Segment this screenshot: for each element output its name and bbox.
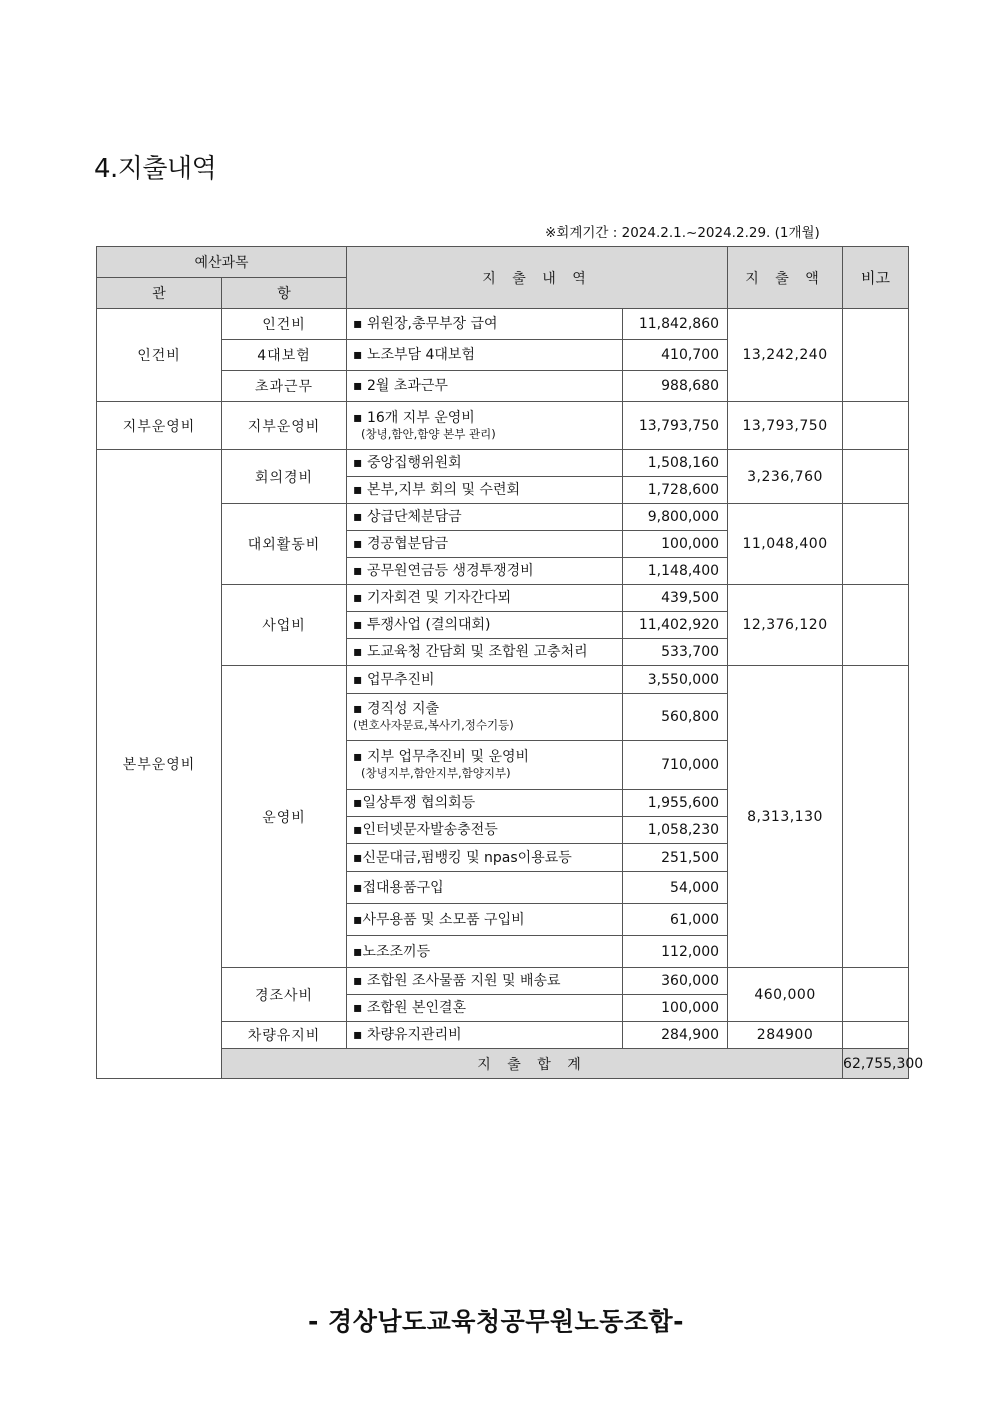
remarks-cell <box>843 968 909 1022</box>
page-title: 4.지출내역 <box>94 154 217 184</box>
amount-cell: 710,000 <box>623 741 728 790</box>
detail-cell: ▪ 2월 초과근무 <box>347 371 623 402</box>
hang-cell: 회의경비 <box>222 450 347 504</box>
hang-cell: 사업비 <box>222 585 347 666</box>
remarks-cell <box>843 1022 909 1049</box>
header-hang: 항 <box>222 278 347 309</box>
detail-cell: ▪ 업무추진비 <box>347 666 623 694</box>
remarks-cell <box>843 666 909 968</box>
accounting-period: ※회계기간 : 2024.2.1.~2024.2.29. (1개월) <box>545 225 820 241</box>
amount-cell: 11,402,920 <box>623 612 728 639</box>
amount-cell: 3,550,000 <box>623 666 728 694</box>
amount-cell: 1,508,160 <box>623 450 728 477</box>
amount-cell: 11,842,860 <box>623 309 728 340</box>
gwan-hq: 본부운영비 <box>97 450 222 1079</box>
amount-cell: 533,700 <box>623 639 728 666</box>
amount-cell: 360,000 <box>623 968 728 995</box>
gwan-personnel: 인건비 <box>97 309 222 402</box>
amount-cell: 1,728,600 <box>623 477 728 504</box>
detail-cell: ▪사무용품 및 소모품 구입비 <box>347 904 623 936</box>
detail-cell: ▪접대용품구입 <box>347 872 623 904</box>
hang-cell: 운영비 <box>222 666 347 968</box>
amount-cell: 1,058,230 <box>623 817 728 844</box>
amount-cell: 61,000 <box>623 904 728 936</box>
detail-cell: ▪인터넷문자발송충전등 <box>347 817 623 844</box>
header-budget-subject: 예산과목 <box>97 247 347 278</box>
detail-cell: ▪ 기자회견 및 기자간다뫼 <box>347 585 623 612</box>
sum-value: 62,755,300 <box>843 1049 909 1079</box>
hang-cell: 인건비 <box>222 309 347 340</box>
detail-cell: ▪ 중앙집행위원회 <box>347 450 623 477</box>
hang-cell: 경조사비 <box>222 968 347 1022</box>
remarks-cell <box>843 585 909 666</box>
remarks-cell <box>843 309 909 402</box>
gwan-branch: 지부운영비 <box>97 402 222 450</box>
table-row <box>97 450 909 477</box>
amount-cell: 54,000 <box>623 872 728 904</box>
amount-cell: 13,793,750 <box>623 402 728 450</box>
amount-cell: 112,000 <box>623 936 728 968</box>
total-cell: 12,376,120 <box>728 585 843 666</box>
header-gwan: 관 <box>97 278 222 309</box>
amount-cell: 9,800,000 <box>623 504 728 531</box>
hang-cell: 초과근무 <box>222 371 347 402</box>
amount-cell: 410,700 <box>623 340 728 371</box>
detail-main: ▪ 지부 업무추진비 및 운영비 <box>353 749 530 765</box>
detail-cell <box>347 694 623 741</box>
total-cell: 13,242,240 <box>728 309 843 402</box>
detail-main: ▪ 16개 지부 운영비 <box>353 409 475 426</box>
amount-cell: 439,500 <box>623 585 728 612</box>
amount-cell: 988,680 <box>623 371 728 402</box>
table-row <box>97 402 909 450</box>
detail-cell: ▪ 위원장,총무부장 급여 <box>347 309 623 340</box>
detail-cell <box>347 402 623 450</box>
remarks-cell <box>843 450 909 504</box>
header-amount: 지 출 액 <box>728 247 843 309</box>
detail-cell: ▪ 본부,지부 회의 및 수련회 <box>347 477 623 504</box>
amount-cell: 284,900 <box>623 1022 728 1049</box>
detail-cell: ▪ 조합원 본인결혼 <box>347 995 623 1022</box>
detail-cell: ▪ 경공협분담금 <box>347 531 623 558</box>
hang-cell: 차량유지비 <box>222 1022 347 1049</box>
detail-cell: ▪ 도교육청 간담회 및 조합원 고충처리 <box>347 639 623 666</box>
amount-cell: 1,148,400 <box>623 558 728 585</box>
amount-cell: 251,500 <box>623 844 728 872</box>
total-cell: 8,313,130 <box>728 666 843 968</box>
detail-cell: ▪노조조끼등 <box>347 936 623 968</box>
hang-cell: 4대보험 <box>222 340 347 371</box>
total-cell: 13,793,750 <box>728 402 843 450</box>
organization-footer: - 경상남도교육청공무원노동조합- <box>307 1307 685 1336</box>
remarks-cell <box>843 402 909 450</box>
total-cell: 460,000 <box>728 968 843 1022</box>
detail-cell: ▪신문대금,펌뱅킹 및 npas이용료등 <box>347 844 623 872</box>
total-cell: 284900 <box>728 1022 843 1049</box>
total-cell: 3,236,760 <box>728 450 843 504</box>
detail-sub: (창녕지부,함안지부,함양지부) <box>361 766 511 780</box>
detail-sub: (창녕,함안,함양 본부 관리) <box>361 426 496 441</box>
table-row <box>97 309 909 340</box>
header-details: 지 출 내 역 <box>347 247 728 309</box>
detail-cell: ▪일상투쟁 협의회등 <box>347 790 623 817</box>
hang-cell: 대외활동비 <box>222 504 347 585</box>
detail-main: ▪ 경직성 지출 <box>353 701 440 717</box>
amount-cell: 100,000 <box>623 531 728 558</box>
expenditure-table <box>96 246 924 1079</box>
total-cell: 11,048,400 <box>728 504 843 585</box>
detail-cell: ▪ 공무원연금등 생경투쟁경비 <box>347 558 623 585</box>
amount-cell: 1,955,600 <box>623 790 728 817</box>
detail-sub: (변호사자문료,복사기,정수기등) <box>353 718 514 732</box>
detail-cell: ▪ 노조부담 4대보험 <box>347 340 623 371</box>
sum-label: 지 출 합 계 <box>222 1049 843 1079</box>
detail-cell: ▪ 조합원 조사물품 지원 및 배송료 <box>347 968 623 995</box>
hang-cell: 지부운영비 <box>222 402 347 450</box>
detail-cell <box>347 741 623 790</box>
detail-cell: ▪ 투쟁사업 (결의대회) <box>347 612 623 639</box>
detail-cell: ▪ 상급단체분담금 <box>347 504 623 531</box>
remarks-cell <box>843 504 909 585</box>
header-remarks: 비고 <box>843 247 909 309</box>
amount-cell: 560,800 <box>623 694 728 741</box>
detail-cell: ▪ 차량유지관리비 <box>347 1022 623 1049</box>
amount-cell: 100,000 <box>623 995 728 1022</box>
